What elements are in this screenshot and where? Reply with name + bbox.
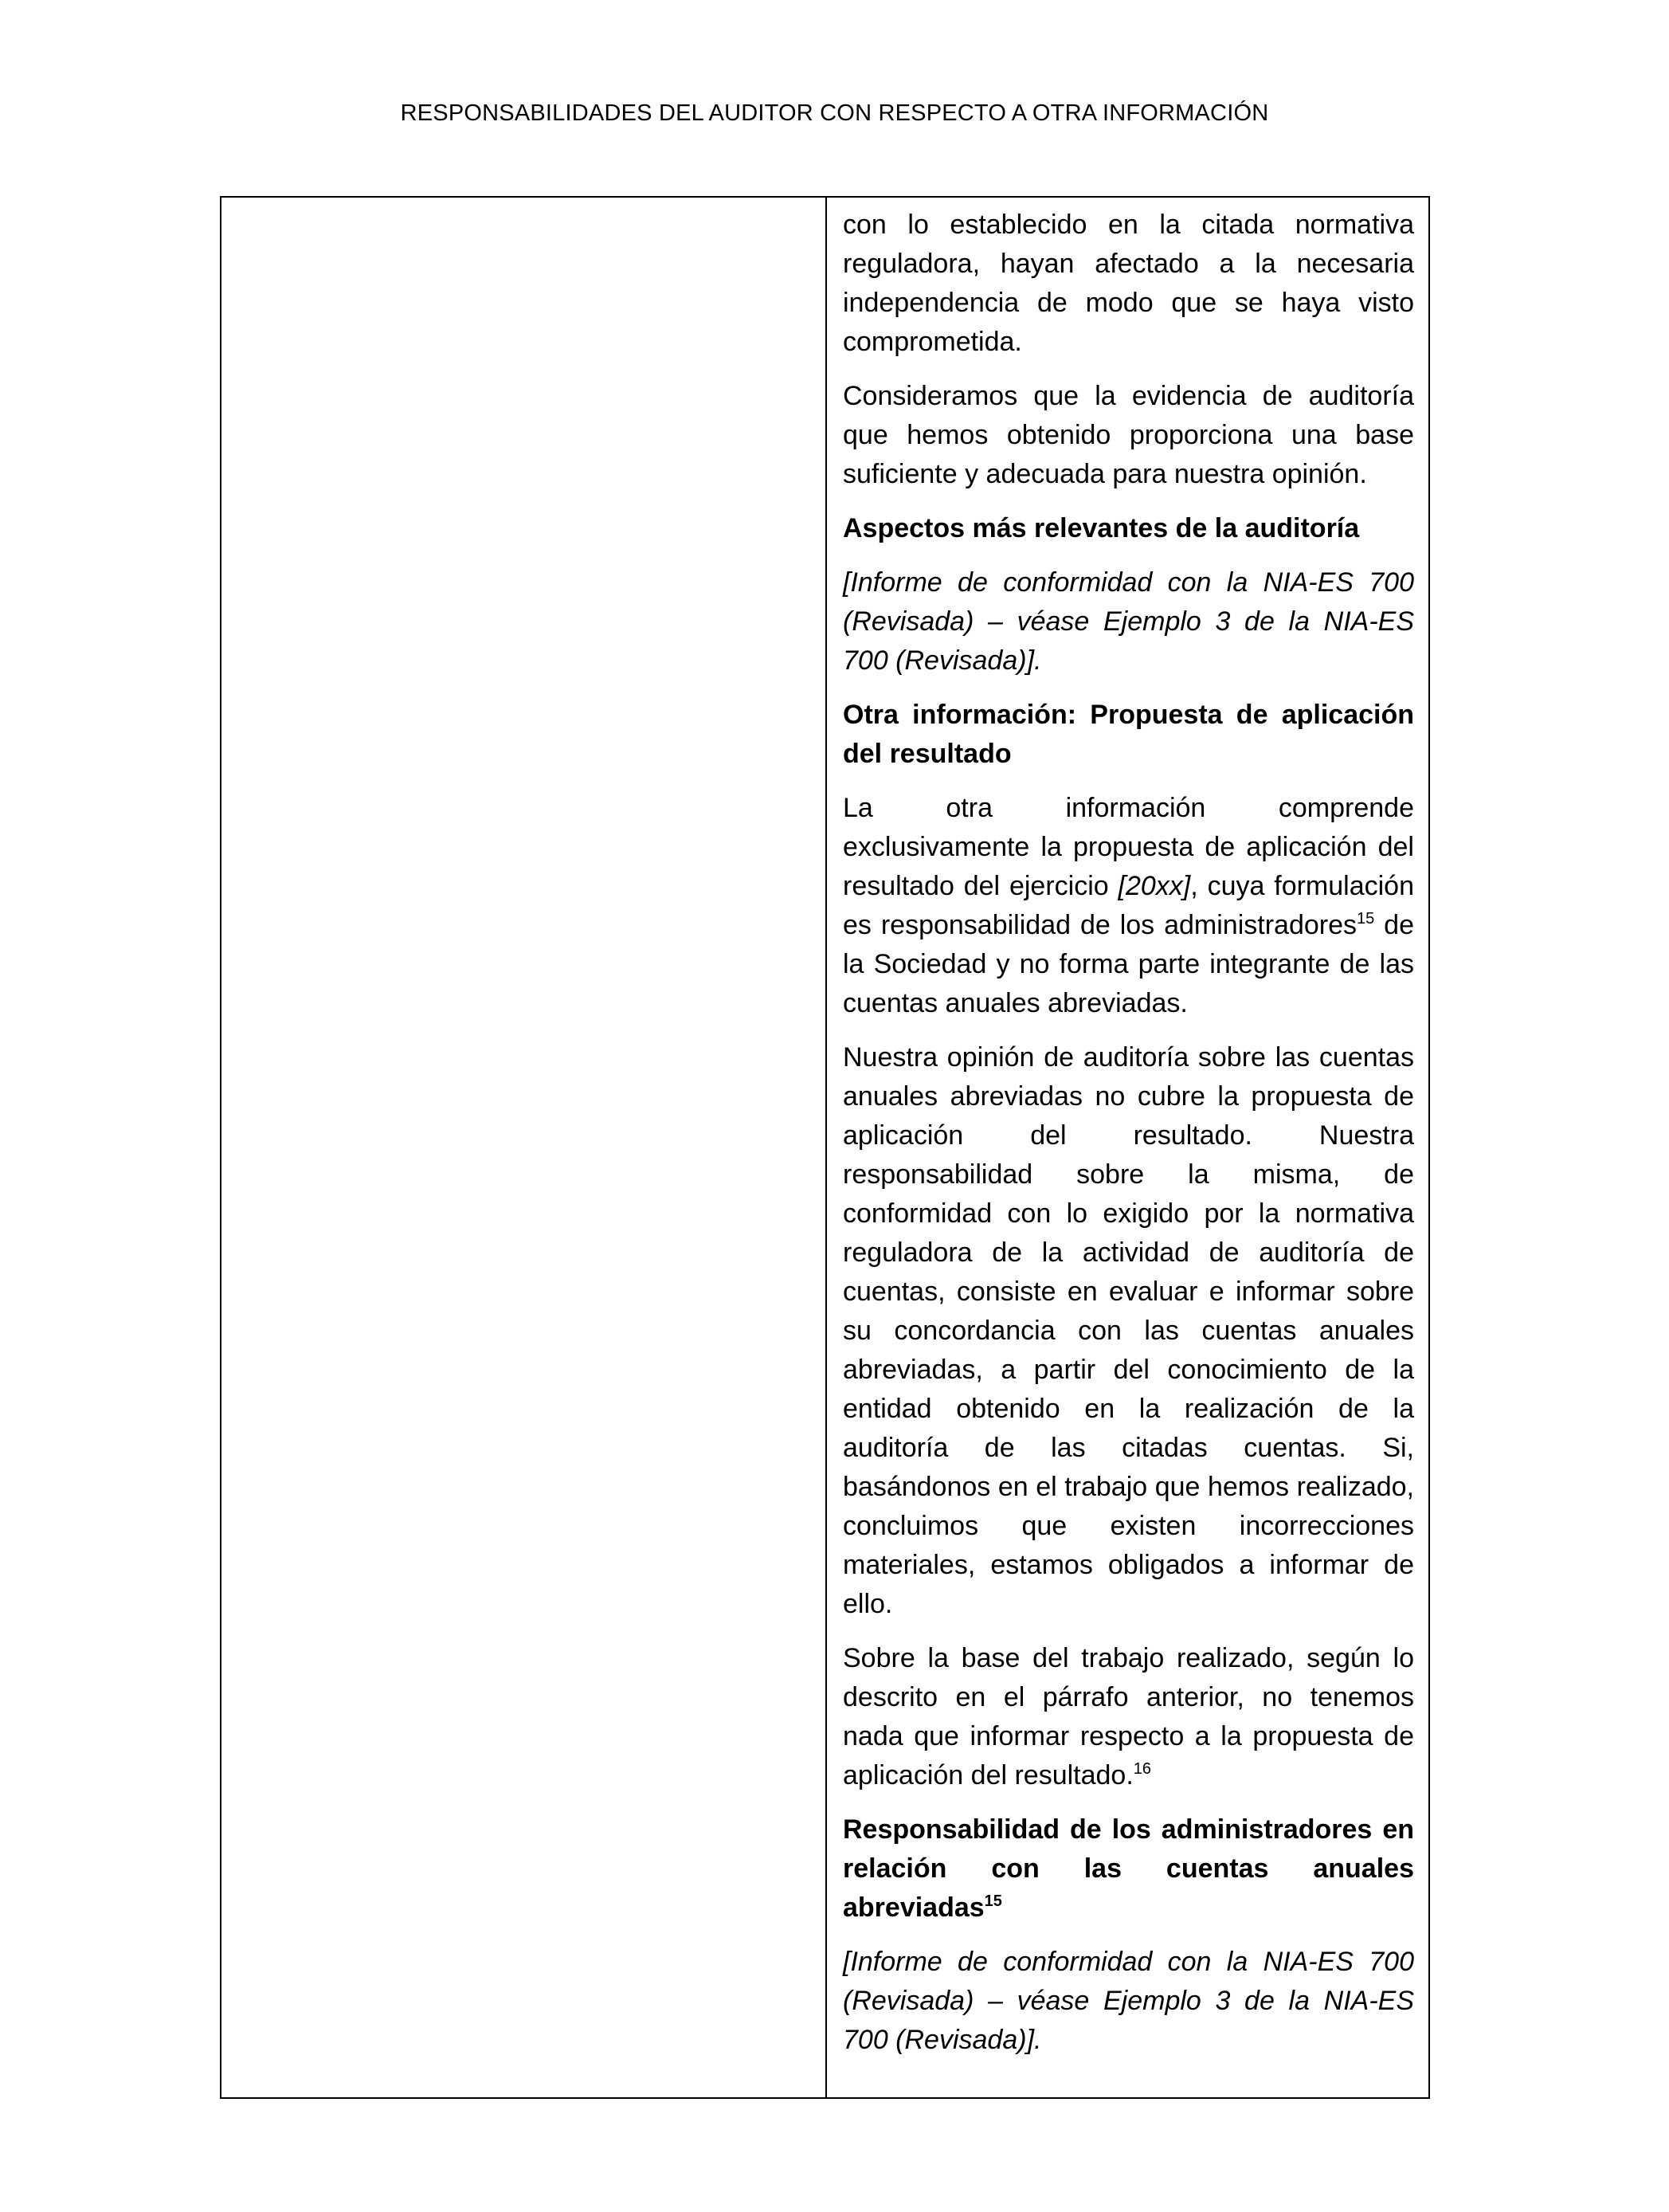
footnote-ref-16[interactable]: 16 xyxy=(1133,1759,1152,1778)
footnote-ref-15-heading[interactable]: 15 xyxy=(984,1892,1002,1910)
paragraph-conclusion xyxy=(843,1639,1414,1795)
right-column-cell xyxy=(826,197,1429,2098)
paragraph-evidence: Consideramos que la evidencia de auditoría que hemos obtenido proporciona una base suficiente y adecuada para nuestra opinión. xyxy=(843,381,1414,489)
document-table xyxy=(220,196,1430,2099)
scope-text-d: de la Sociedad y no forma parte integrante de las cuentas anuales abreviadas. xyxy=(843,910,1415,1018)
footnote-ref-15[interactable]: 15 xyxy=(1357,909,1375,928)
paragraph-independence: con lo establecido en la citada normativa reguladora, hayan afectado a la necesaria independencia de modo que se haya visto comprometida. xyxy=(843,210,1414,357)
paragraph-auditor-responsibility: Nuestra opinión de auditoría sobre las cuentas anuales abreviadas no cubre la propuesta de aplicación del resultado. Nuestra responsabilidad sobre la misma, de conformidad con lo exigido por la normativa reguladora de la actividad de auditoría de cuentas, consiste en evaluar e informar sobre su concordancia con las cuentas anuales abreviadas, a partir del conocimiento de la entidad obtenido en la realización de la auditoría de las citadas cuentas. Si, basándonos en el trabajo que hemos realizado, concluimos que existen incorrecciones materiales, estamos obligados a informar de ello. xyxy=(843,1042,1414,1619)
directors-heading-text: Responsabilidad de los administradores en relación con las cuentas anuales abreviadas xyxy=(843,1814,1414,1923)
scope-body xyxy=(843,828,1414,1023)
paragraph-nia-reference-1: [Informe de conformidad con la NIA-ES 700 (Revisada) – véase Ejemplo 3 de la NIA-ES 700 (Revisada)]. xyxy=(843,567,1414,676)
paragraph-nia-reference-2: [Informe de conformidad con la NIA-ES 700 (Revisada) – véase Ejemplo 3 de la NIA-ES 700 (Revisada)]. xyxy=(843,1947,1414,2055)
heading-other-information: Otra información: Propuesta de aplicación del resultado xyxy=(843,700,1414,769)
left-column-cell xyxy=(221,197,826,2098)
page-header: RESPONSABILIDADES DEL AUDITOR CON RESPECTO A OTRA INFORMACIÓN xyxy=(400,100,1269,126)
scope-first-line: La otra información comprende xyxy=(843,793,1414,823)
scope-text-a: exclusivamente la propuesta de aplicación del resultado del ejercicio xyxy=(843,832,1414,901)
heading-directors-responsibility xyxy=(843,1810,1414,1928)
fiscal-year-placeholder: [20xx] xyxy=(1118,871,1191,901)
conclusion-text: Sobre la base del trabajo realizado, según lo descrito en el párrafo anterior, no tenemos nada que informar respecto a la propuesta de aplicación del resultado. xyxy=(843,1643,1414,1790)
scope-text-c: , cuya formulación es responsabilidad de los administradores xyxy=(843,871,1414,940)
heading-key-audit-matters: Aspectos más relevantes de la auditoría xyxy=(843,513,1360,543)
paragraph-other-information-scope xyxy=(843,789,1414,1023)
